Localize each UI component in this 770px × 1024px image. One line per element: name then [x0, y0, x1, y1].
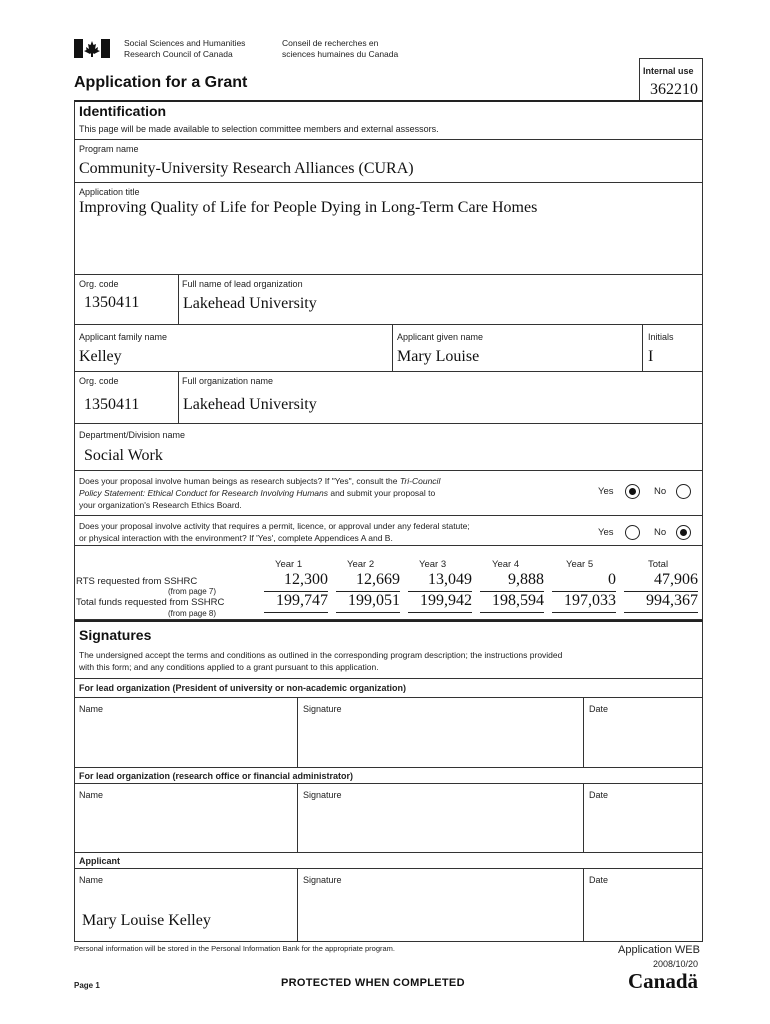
q2-no-label: No	[654, 527, 667, 538]
internal-use-value: 362210	[650, 81, 698, 98]
lead-org-code-field[interactable]: 1350411	[84, 294, 140, 311]
q1-line2: and submit your proposal to	[327, 488, 436, 498]
program-name-label: Program name	[79, 144, 139, 154]
president-date-field[interactable]	[586, 716, 700, 764]
rts-value-4[interactable]: 9,888	[508, 571, 544, 588]
rts-source: (from page 7)	[168, 587, 217, 596]
funds-header-4: Year 4	[492, 559, 520, 570]
total-source: (from page 8)	[168, 609, 217, 618]
application-title-label: Application title	[79, 187, 140, 197]
internal-use-box	[639, 58, 703, 101]
agency-fr-line1: Conseil de recherches en	[282, 38, 379, 48]
lead-org-name-field[interactable]: Lakehead University	[183, 295, 317, 312]
total-funds-label: Total funds requested from SSHRC	[76, 597, 225, 608]
president-date-label: Date	[589, 704, 609, 714]
agency-fr-line2: sciences humaines du Canada	[282, 49, 399, 59]
agency-en-line1: Social Sciences and Humanities	[124, 38, 246, 48]
initials-field[interactable]: I	[648, 348, 654, 365]
total-funds-value-2[interactable]: 199,051	[348, 592, 400, 609]
funds-header-5: Year 5	[566, 559, 594, 570]
q1-line1-italic: Tri-Council	[399, 476, 441, 486]
q2-line2: or physical interaction with the environment? If 'Yes', complete Appendices A and B.	[79, 533, 393, 543]
applicant-signature-field[interactable]	[300, 887, 580, 939]
q2-yes-label: Yes	[598, 527, 614, 538]
admin-name-label: Name	[79, 790, 104, 800]
signatures-heading: Signatures	[79, 627, 152, 643]
q1-line3: your organization's Research Ethics Board.	[79, 500, 242, 510]
applicant-signature-label: Signature	[303, 875, 342, 885]
applicant-date-label: Date	[589, 875, 609, 885]
human-subjects-question	[79, 475, 599, 511]
total-funds-value-6[interactable]: 994,367	[646, 592, 698, 609]
q1-line1: Does your proposal involve human beings as research subjects? If "Yes", consult the	[79, 476, 400, 486]
given-name-field[interactable]: Mary Louise	[397, 348, 480, 365]
program-name-field[interactable]: Community-University Research Alliances (CURA)	[79, 160, 414, 177]
total-funds-value-5[interactable]: 197,033	[564, 592, 616, 609]
rts-value-5[interactable]: 0	[608, 571, 616, 588]
rts-label: RTS requested from SSHRC	[76, 576, 198, 587]
signatures-text-line2: with this form; and any conditions applied to a grant pursuant to this application.	[79, 662, 379, 672]
president-block-title: For lead organization (President of university or non-academic organization)	[79, 683, 407, 693]
admin-signature-label: Signature	[303, 790, 342, 800]
q2-line1: Does your proposal involve activity that requires a permit, licence, or approval under any federal statute;	[79, 521, 470, 531]
given-name-label: Applicant given name	[397, 332, 484, 342]
internal-use-label: Internal use	[643, 66, 694, 76]
admin-name-field[interactable]	[76, 802, 295, 850]
total-funds-value-1[interactable]: 199,747	[276, 592, 328, 609]
q1-no-radio[interactable]	[676, 484, 691, 499]
president-name-label: Name	[79, 704, 104, 714]
total-funds-underline-4	[480, 612, 544, 613]
page-number: Page 1	[74, 981, 100, 990]
full-org-name-field[interactable]: Lakehead University	[183, 396, 317, 413]
q1-line2-italic: Policy Statement: Ethical Conduct for Research Involving Humans	[79, 488, 328, 498]
family-name-label: Applicant family name	[79, 332, 168, 342]
agency-name-fr	[282, 38, 398, 60]
identification-heading: Identification	[79, 103, 167, 119]
q1-yes-label: Yes	[598, 486, 614, 497]
total-funds-underline-5	[552, 612, 616, 613]
canada-wordmark: Canadä	[628, 969, 699, 993]
identification-note: This page will be made available to selection committee members and external assessors.	[79, 124, 439, 134]
rts-value-3[interactable]: 13,049	[428, 571, 472, 588]
protected-notice: PROTECTED WHEN COMPLETED	[281, 977, 465, 989]
total-funds-value-4[interactable]: 198,594	[492, 592, 544, 609]
rts-value-6[interactable]: 47,906	[654, 571, 698, 588]
total-funds-value-3[interactable]: 199,942	[420, 592, 472, 609]
department-field[interactable]: Social Work	[84, 447, 163, 464]
admin-date-field[interactable]	[586, 802, 700, 850]
admin-date-label: Date	[589, 790, 609, 800]
family-name-field[interactable]: Kelley	[79, 348, 122, 365]
president-name-field[interactable]	[76, 716, 295, 764]
agency-name-en	[124, 38, 245, 60]
q2-yes-radio[interactable]	[625, 525, 640, 540]
agency-en-line2: Research Council of Canada	[124, 49, 233, 59]
q1-no-label: No	[654, 486, 667, 497]
application-web-label: Application WEB	[618, 944, 700, 956]
initials-label: Initials	[648, 332, 674, 342]
applicant-name-label: Name	[79, 875, 104, 885]
applicant-block-title: Applicant	[79, 856, 121, 866]
q1-yes-radio[interactable]	[625, 484, 640, 499]
total-funds-underline-1	[264, 612, 328, 613]
admin-block-title: For lead organization (research office or financial administrator)	[79, 771, 354, 781]
admin-signature-field[interactable]	[300, 802, 580, 850]
funds-header-1: Year 1	[275, 559, 303, 570]
application-title-field[interactable]: Improving Quality of Life for People Dying in Long-Term Care Homes	[79, 199, 538, 216]
full-org-name-label: Full organization name	[182, 376, 274, 386]
applicant-date-field[interactable]	[586, 887, 700, 939]
signatures-text	[79, 649, 562, 673]
president-signature-label: Signature	[303, 704, 342, 714]
rts-value-1[interactable]: 12,300	[284, 571, 328, 588]
funds-header-3: Year 3	[419, 559, 447, 570]
applicant-name-field[interactable]: Mary Louise Kelley	[82, 912, 211, 929]
form-title: Application for a Grant	[74, 74, 248, 91]
org-code-label: Org. code	[79, 376, 119, 386]
total-funds-underline-2	[336, 612, 400, 613]
privacy-note: Personal information will be stored in the Personal Information Bank for the appropriate program.	[74, 944, 396, 953]
lead-org-name-label: Full name of lead organization	[182, 279, 303, 289]
funds-header-6: Total	[648, 559, 669, 570]
president-signature-field[interactable]	[300, 716, 580, 764]
department-label: Department/Division name	[79, 430, 186, 440]
total-funds-underline-3	[408, 612, 472, 613]
version-date: 2008/10/20	[653, 959, 699, 969]
canada-flag-icon	[74, 39, 110, 58]
signatures-text-line1: The undersigned accept the terms and conditions as outlined in the corresponding program description; the instructions provided	[79, 650, 563, 660]
q2-no-radio[interactable]	[676, 525, 691, 540]
org-code-field[interactable]: 1350411	[84, 396, 140, 413]
permit-question	[79, 520, 599, 544]
rts-value-2[interactable]: 12,669	[356, 571, 400, 588]
lead-org-code-label: Org. code	[79, 279, 119, 289]
q2-answer	[0, 0, 1, 1]
total-funds-underline-6	[624, 612, 698, 613]
funds-header-2: Year 2	[347, 559, 375, 570]
